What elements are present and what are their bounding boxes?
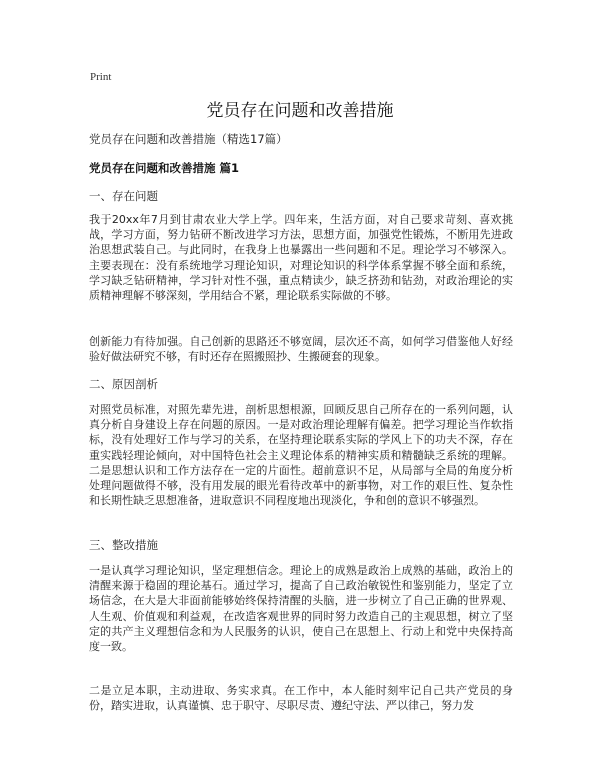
heading-problems: 一、存在问题: [89, 189, 158, 203]
heading-measures: 三、整改措施: [89, 538, 158, 552]
section-title: 党员存在问题和改善措施 篇1: [89, 161, 240, 175]
heading-analysis: 二、原因剖析: [89, 377, 158, 391]
paragraph-problems-1: 我于20xx年7月到甘肃农业大学上学。四年来，生活方面，对自己要求苛刻、喜欢挑战，学习方面，努力钻研不断改进学习方法，思想方面，加强党性锻炼，不断用先进政治思想武装自己。与此同时，在我身上也暴露出一些问题和不足。理论学习不够深入。主要表现在：没有系统地学习理论知识，对理论知识的科学体系掌握不够全面和系统，学习缺乏钻研精神，学习针对性不强，重点精读少，缺乏挤劲和钻劲，对政治理论的实质精神理解不够深刻，学用结合不紧，理论联系实际做的不够。: [89, 213, 513, 303]
document-title: 党员存在问题和改善措施: [206, 101, 394, 121]
paragraph-measures-1: 一是认真学习理论知识，坚定理想信念。理论上的成熟是政治上成熟的基础，政治上的清醒来源于稳固的理论基石。通过学习，提高了自己政治敏锐性和鉴别能力，坚定了立场信念，在大是大非面前能够始终保持清醒的头脑，进一步树立了自己正确的世界观、人生观、价值观和利益观，在改造客观世界的同时努力改造自己的主观思想，树立了坚定的共产主义理想信念和为人民服务的认识，使自己在思想上、行动上和党中央保持高度一致。: [89, 564, 513, 654]
document-subtitle: 党员存在问题和改善措施（精选17篇）: [89, 132, 288, 146]
paragraph-analysis-1: 对照党员标准，对照先辈先进，剖析思想根源，回顾反思自己所存在的一系列问题，认真分析自身建设上存在问题的原因。一是对政治理论理解有偏差。把学习理论当作软指标，没有处理好工作与学习的关系，在坚持理论联系实际的学风上下的功夫不深，存在重实践轻理论倾向，对中国特色社会主义理论体系的精神实质和精髓缺乏系统的理解。二是思想认识和工作方法存在一定的片面性。超前意识不足，从局部与全局的角度分析处理问题做得不够，没有用发展的眼光看待改革中的新事物，对工作的艰巨性、复杂性和长期性缺乏思想准备，进取意识不同程度地出现淡化，争和创的意识不够强烈。: [89, 403, 513, 508]
paragraph-problems-2: 创新能力有待加强。自己创新的思路还不够宽阔，层次还不高，如何学习借鉴他人好经验好做法研究不够，有时还存在照搬照抄、生搬硬套的现象。: [89, 335, 513, 364]
paragraph-measures-2: 二是立足本职，主动进取、务实求真。在工作中，本人能时刻牢记自己共产党员的身份，踏实进取，认真谨慎、忠于职守、尽职尽责、遵纪守法、严以律己，努力发: [89, 684, 513, 713]
print-label[interactable]: Print: [90, 71, 112, 83]
